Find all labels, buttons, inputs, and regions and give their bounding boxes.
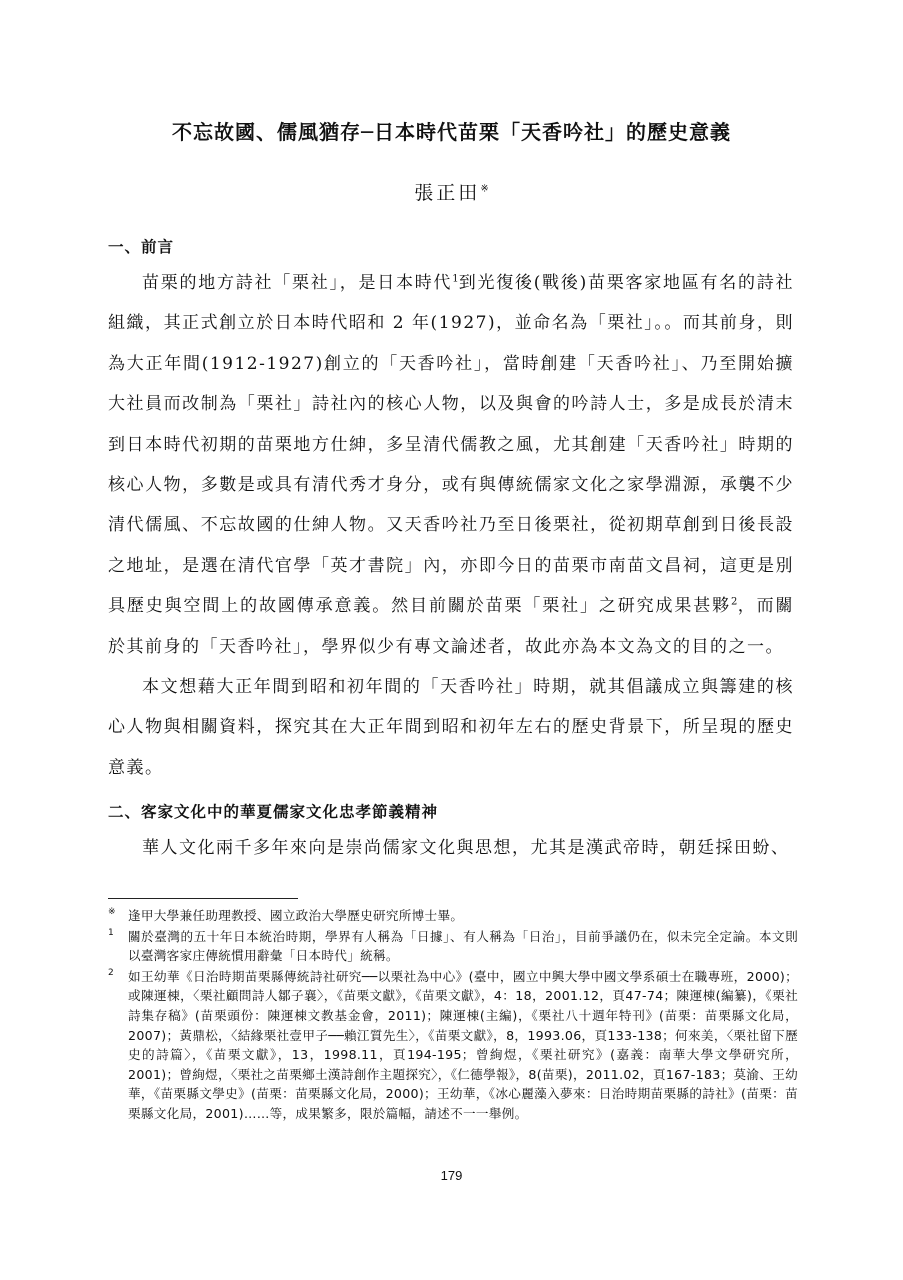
footnote-item (108, 906, 798, 926)
page-number: 179 (440, 1168, 463, 1183)
paragraph-text: 苗栗的地方詩社「栗社」，是日本時代 (142, 273, 453, 293)
author-name: 張正田 (414, 182, 481, 204)
paper-title: 不忘故國、儒風猶存─日本時代苗栗「天香吟社」的歷史意義 (171, 120, 732, 144)
footnote-text: 如王幼華《日治時期苗栗縣傳統詩社研究──以栗社為中心》(臺中，國立中興大學中國文學系碩士在職專班，2000)；或陳運棟，〈栗社顧問詩人鄒子襄〉，《苗栗文獻》，《苗栗文獻》，4：18，2001.12，頁47-74；陳運棟(編纂)，《栗社詩集存稿》(苗栗頭份：陳運棟文教基金會，2011)；陳運棟(主編)，《栗社八十週年特刊》(苗栗：苗栗縣文化局，2007)；黃鼎松，〈結緣栗社壹甲子──賴江質先生〉，《苗栗文獻》，8，1993.06，頁133-138；何來美，〈栗社留下歷史的詩篇〉，《苗栗文獻》，13，1998.11，頁194-195；曾絢煜，《栗社研究》(嘉義：南華大學文學研究所，2001)；曾絢煜，〈栗社之苗栗鄉土漢詩創作主題探究〉，《仁德學報》，8(苗栗)，2011.02，頁167-183；莫渝、王幼華，《苗栗縣文學史》(苗栗：苗栗縣文化局，2000)；王幼華，《冰心麗藻入夢來：日治時期苗栗縣的詩社》(苗栗：苗栗縣文化局，2001)……等，成果繁多，限於篇幅，請述不一一舉例。 (128, 968, 798, 1121)
section-body-intro (108, 263, 794, 788)
section-heading-intro: 一、前言 (108, 238, 175, 256)
footnotes (108, 906, 798, 1125)
author-footnote-mark[interactable]: ※ (480, 183, 489, 195)
footnote-item (108, 967, 798, 1124)
paragraph (108, 667, 794, 788)
footnote-ref-1[interactable]: 1 (452, 273, 459, 285)
paragraph-text: 本文想藉大正年間到昭和初年間的「天香吟社」時期，就其倡議成立與籌建的核心人物與相關資料，探究其在大正年間到昭和初年左右的歷史背景下，所呈現的歷史意義。 (108, 677, 794, 778)
footnote-ref-2[interactable]: 2 (731, 596, 738, 608)
section-heading-hakka: 二、客家文化中的華夏儒家文化忠孝節義精神 (108, 803, 439, 821)
author-line (0, 178, 903, 205)
paragraph-text: 華人文化兩千多年來向是崇尚儒家文化與思想，尤其是漢武帝時，朝廷採田蚡、 (142, 838, 790, 858)
footnote-mark: 1 (108, 927, 115, 938)
paragraph-text: ，而關於其前身的「天香吟社」，學界似少有專文論述者，故此亦為本文為文的目的之一。 (108, 596, 795, 657)
paragraph-text: 到光復後(戰後)苗栗客家地區有名的詩社組織，其正式創立於日本時代昭和 2 年(1927)，並命名為「栗社」。。而其前身，則為大正年間(1912-1927)創立的「天香吟社」，當時創建「天香吟社」、乃至開始擴大社員而改制為「栗社」詩社內的核心人物，以及與會的吟詩人士，多是成長於清末到日本時代初期的苗栗地方仕紳，多呈清代儒教之風，尤其創建「天香吟社」時期的核心人物，多數是或具有清代秀才身分，或有與傳統儒家文化之家學淵源，承襲不少清代儒風、不忘故國的仕紳人物。又天香吟社乃至日後栗社，從初期草創到日後長設之地址，是選在清代官學「英才書院」內，亦即今日的苗栗市南苗文昌祠，這更是別具歷史與空間上的故國傳承意義。然目前關於苗栗「栗社」之研究成果甚夥 (108, 273, 795, 617)
paragraph (108, 828, 794, 868)
footnote-mark: ※ (108, 907, 116, 917)
footnote-text: 逢甲大學兼任助理教授、國立政治大學歷史研究所博士畢。 (128, 908, 464, 923)
footnote-separator (108, 898, 298, 899)
footnote-item (108, 927, 798, 966)
footnote-mark: 2 (108, 967, 115, 978)
paragraph (108, 263, 794, 667)
section-body-hakka (108, 828, 794, 868)
footnote-text: 關於臺灣的五十年日本統治時期，學界有人稱為「日據」、有人稱為「日治」，目前爭議仍在，似未完全定論。本文則以臺灣客家庄傳統慣用辭彙「日本時代」統稱。 (128, 928, 798, 964)
